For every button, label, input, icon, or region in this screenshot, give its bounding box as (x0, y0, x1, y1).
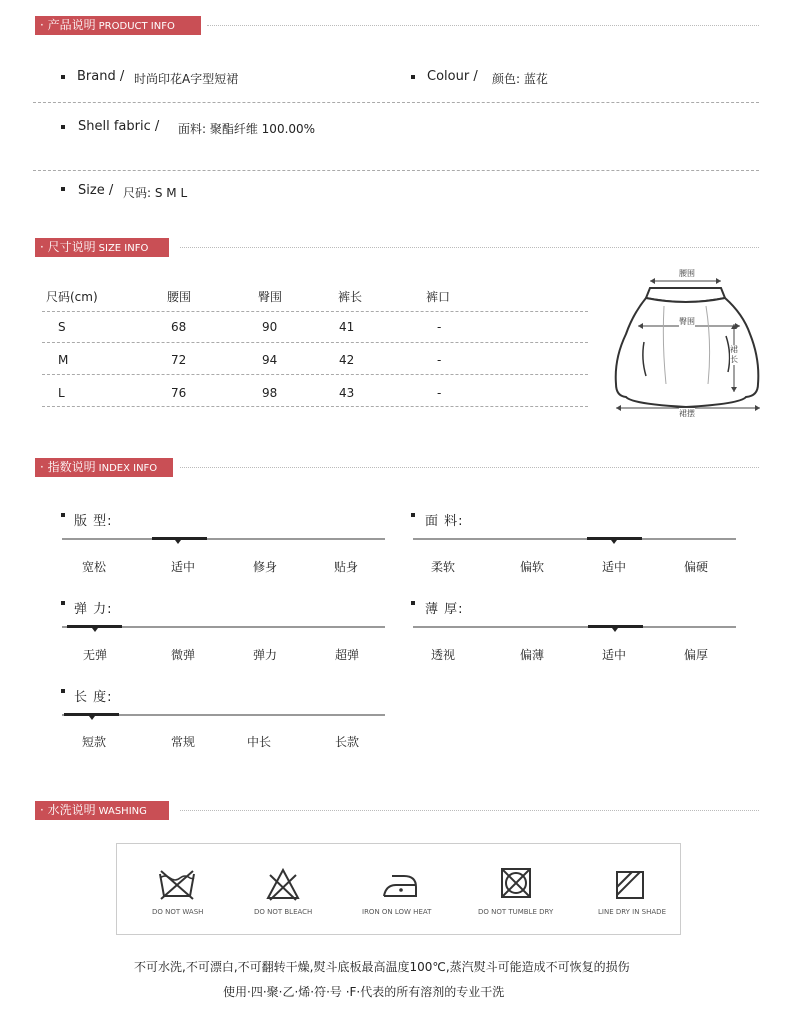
elasticity-label: 弹力 (253, 648, 278, 662)
fabric-label: 柔软 (431, 560, 456, 574)
fabric-pointer (611, 540, 617, 544)
table-cell: 98 (262, 386, 278, 400)
bullet (411, 513, 415, 517)
washing-footer-line1: 不可水洗,不可漂白,不可翻转干燥,熨斗底板最高温度100℃,蒸汽熨斗可能造成不可恢复的损伤 (134, 960, 630, 974)
do-not-tumble-dry-icon (499, 866, 533, 900)
table-cell: 72 (171, 353, 187, 367)
hem-col-header: 裤口 (426, 290, 451, 304)
fabric-title: 面 料: (425, 514, 464, 529)
fit-pointer (175, 540, 181, 544)
colour-value: 颜色: 蓝花 (492, 72, 548, 86)
product-info-header-cn: · 产品说明 (40, 18, 96, 32)
table-cell: 90 (262, 320, 278, 334)
thickness-pointer (612, 628, 618, 632)
thickness-title: 薄 厚: (425, 602, 464, 617)
do-not-wash-icon (157, 868, 197, 902)
elasticity-pointer (92, 628, 98, 632)
do-not-bleach-label: DO NOT BLEACH (254, 908, 313, 916)
fabric-label: 偏软 (520, 560, 545, 574)
thickness-label: 适中 (602, 648, 627, 662)
table-divider (42, 374, 588, 375)
size-col-header: 尺码(cm) (46, 290, 98, 304)
washing-header-line (180, 810, 759, 811)
table-cell: 76 (171, 386, 187, 400)
elasticity-label: 微弹 (171, 648, 196, 662)
length-label: 中长 (247, 735, 272, 749)
table-cell: - (437, 320, 442, 334)
iron-low-heat-label: IRON ON LOW HEAT (362, 908, 432, 916)
divider (33, 170, 759, 171)
washing-footer-line2: 使用·四·聚·乙·烯·符·号 ·F·代表的所有溶剂的专业干洗 (223, 985, 505, 999)
waist-col-header: 腰围 (167, 290, 192, 304)
bullet (61, 125, 65, 129)
fit-label: 适中 (171, 560, 196, 574)
skirt-diagram (608, 264, 770, 424)
fit-label: 贴身 (334, 560, 359, 574)
fabric-label: 偏硬 (684, 560, 709, 574)
fabric-label: Shell fabric / (78, 119, 160, 134)
hip-col-header: 臀围 (258, 290, 283, 304)
thickness-label: 偏厚 (684, 648, 709, 662)
table-cell: 41 (339, 320, 355, 334)
size-value: 尺码: S M L (123, 186, 188, 200)
table-divider (42, 311, 588, 312)
table-cell: L (58, 386, 65, 400)
bullet (411, 75, 415, 79)
table-cell: M (58, 353, 69, 367)
table-cell: - (437, 386, 442, 400)
brand-label: Brand / (77, 69, 125, 84)
brand-value: 时尚印花A字型短裙 (134, 72, 239, 86)
length-label: 短款 (82, 735, 107, 749)
fit-label: 修身 (253, 560, 278, 574)
do-not-tumble-dry-label: DO NOT TUMBLE DRY (478, 908, 554, 916)
table-cell: 43 (339, 386, 355, 400)
table-cell: 42 (339, 353, 355, 367)
thickness-label: 透视 (431, 648, 456, 662)
index-info-header (35, 458, 173, 477)
thickness-label: 偏薄 (520, 648, 545, 662)
line-dry-shade-icon (614, 869, 646, 901)
diagram-label-length: 裙长 (730, 345, 738, 364)
elasticity-title: 弹 力: (74, 602, 113, 617)
do-not-wash-label: DO NOT WASH (152, 908, 204, 916)
line-dry-shade-label: LINE DRY IN SHADE (598, 908, 666, 916)
diagram-label-waist: 腰围 (679, 269, 695, 278)
do-not-bleach-icon (265, 867, 301, 903)
index-info-header-en: INDEX INFO (98, 463, 158, 474)
table-divider (42, 342, 588, 343)
product-info-header (35, 16, 201, 35)
size-info-header (35, 238, 169, 257)
size-info-header-line (180, 247, 759, 248)
length-title: 长 度: (74, 690, 113, 705)
bullet (61, 187, 65, 191)
length-label: 长款 (335, 735, 360, 749)
divider (33, 102, 759, 103)
bullet (61, 75, 65, 79)
table-divider (42, 406, 588, 407)
fabric-track (413, 538, 736, 540)
product-info-header-line (207, 25, 759, 26)
size-info-header-en: SIZE INFO (98, 243, 149, 254)
fit-track (62, 538, 385, 540)
product-info-header-en: PRODUCT INFO (98, 21, 175, 32)
length-label: 常规 (171, 735, 196, 749)
table-cell: 68 (171, 320, 187, 334)
bullet (61, 601, 65, 605)
length-pointer (89, 716, 95, 720)
fit-title: 版 型: (74, 514, 113, 529)
bullet (61, 513, 65, 517)
diagram-label-hip: 臀围 (679, 317, 695, 326)
table-cell: - (437, 353, 442, 367)
thickness-track (413, 626, 736, 628)
size-info-header-cn: · 尺寸说明 (40, 240, 96, 254)
washing-header (35, 801, 169, 820)
elasticity-label: 无弹 (83, 648, 108, 662)
colour-label: Colour / (427, 69, 478, 84)
length-col-header: 裤长 (338, 290, 363, 304)
fabric-label: 适中 (602, 560, 627, 574)
elasticity-label: 超弹 (335, 648, 360, 662)
iron-low-heat-icon (380, 869, 420, 901)
washing-header-en: WASHING (98, 806, 147, 817)
index-info-header-cn: · 指数说明 (40, 460, 96, 474)
table-cell: S (58, 320, 66, 334)
bullet (411, 601, 415, 605)
size-label: Size / (78, 183, 114, 198)
fabric-value: 面料: 聚酯纤维 100.00% (178, 122, 316, 136)
diagram-label-hem: 裙摆 (679, 409, 695, 418)
bullet (61, 689, 65, 693)
index-info-header-line (180, 467, 759, 468)
table-cell: 94 (262, 353, 278, 367)
fit-label: 宽松 (82, 560, 107, 574)
washing-header-cn: · 水洗说明 (40, 803, 96, 817)
